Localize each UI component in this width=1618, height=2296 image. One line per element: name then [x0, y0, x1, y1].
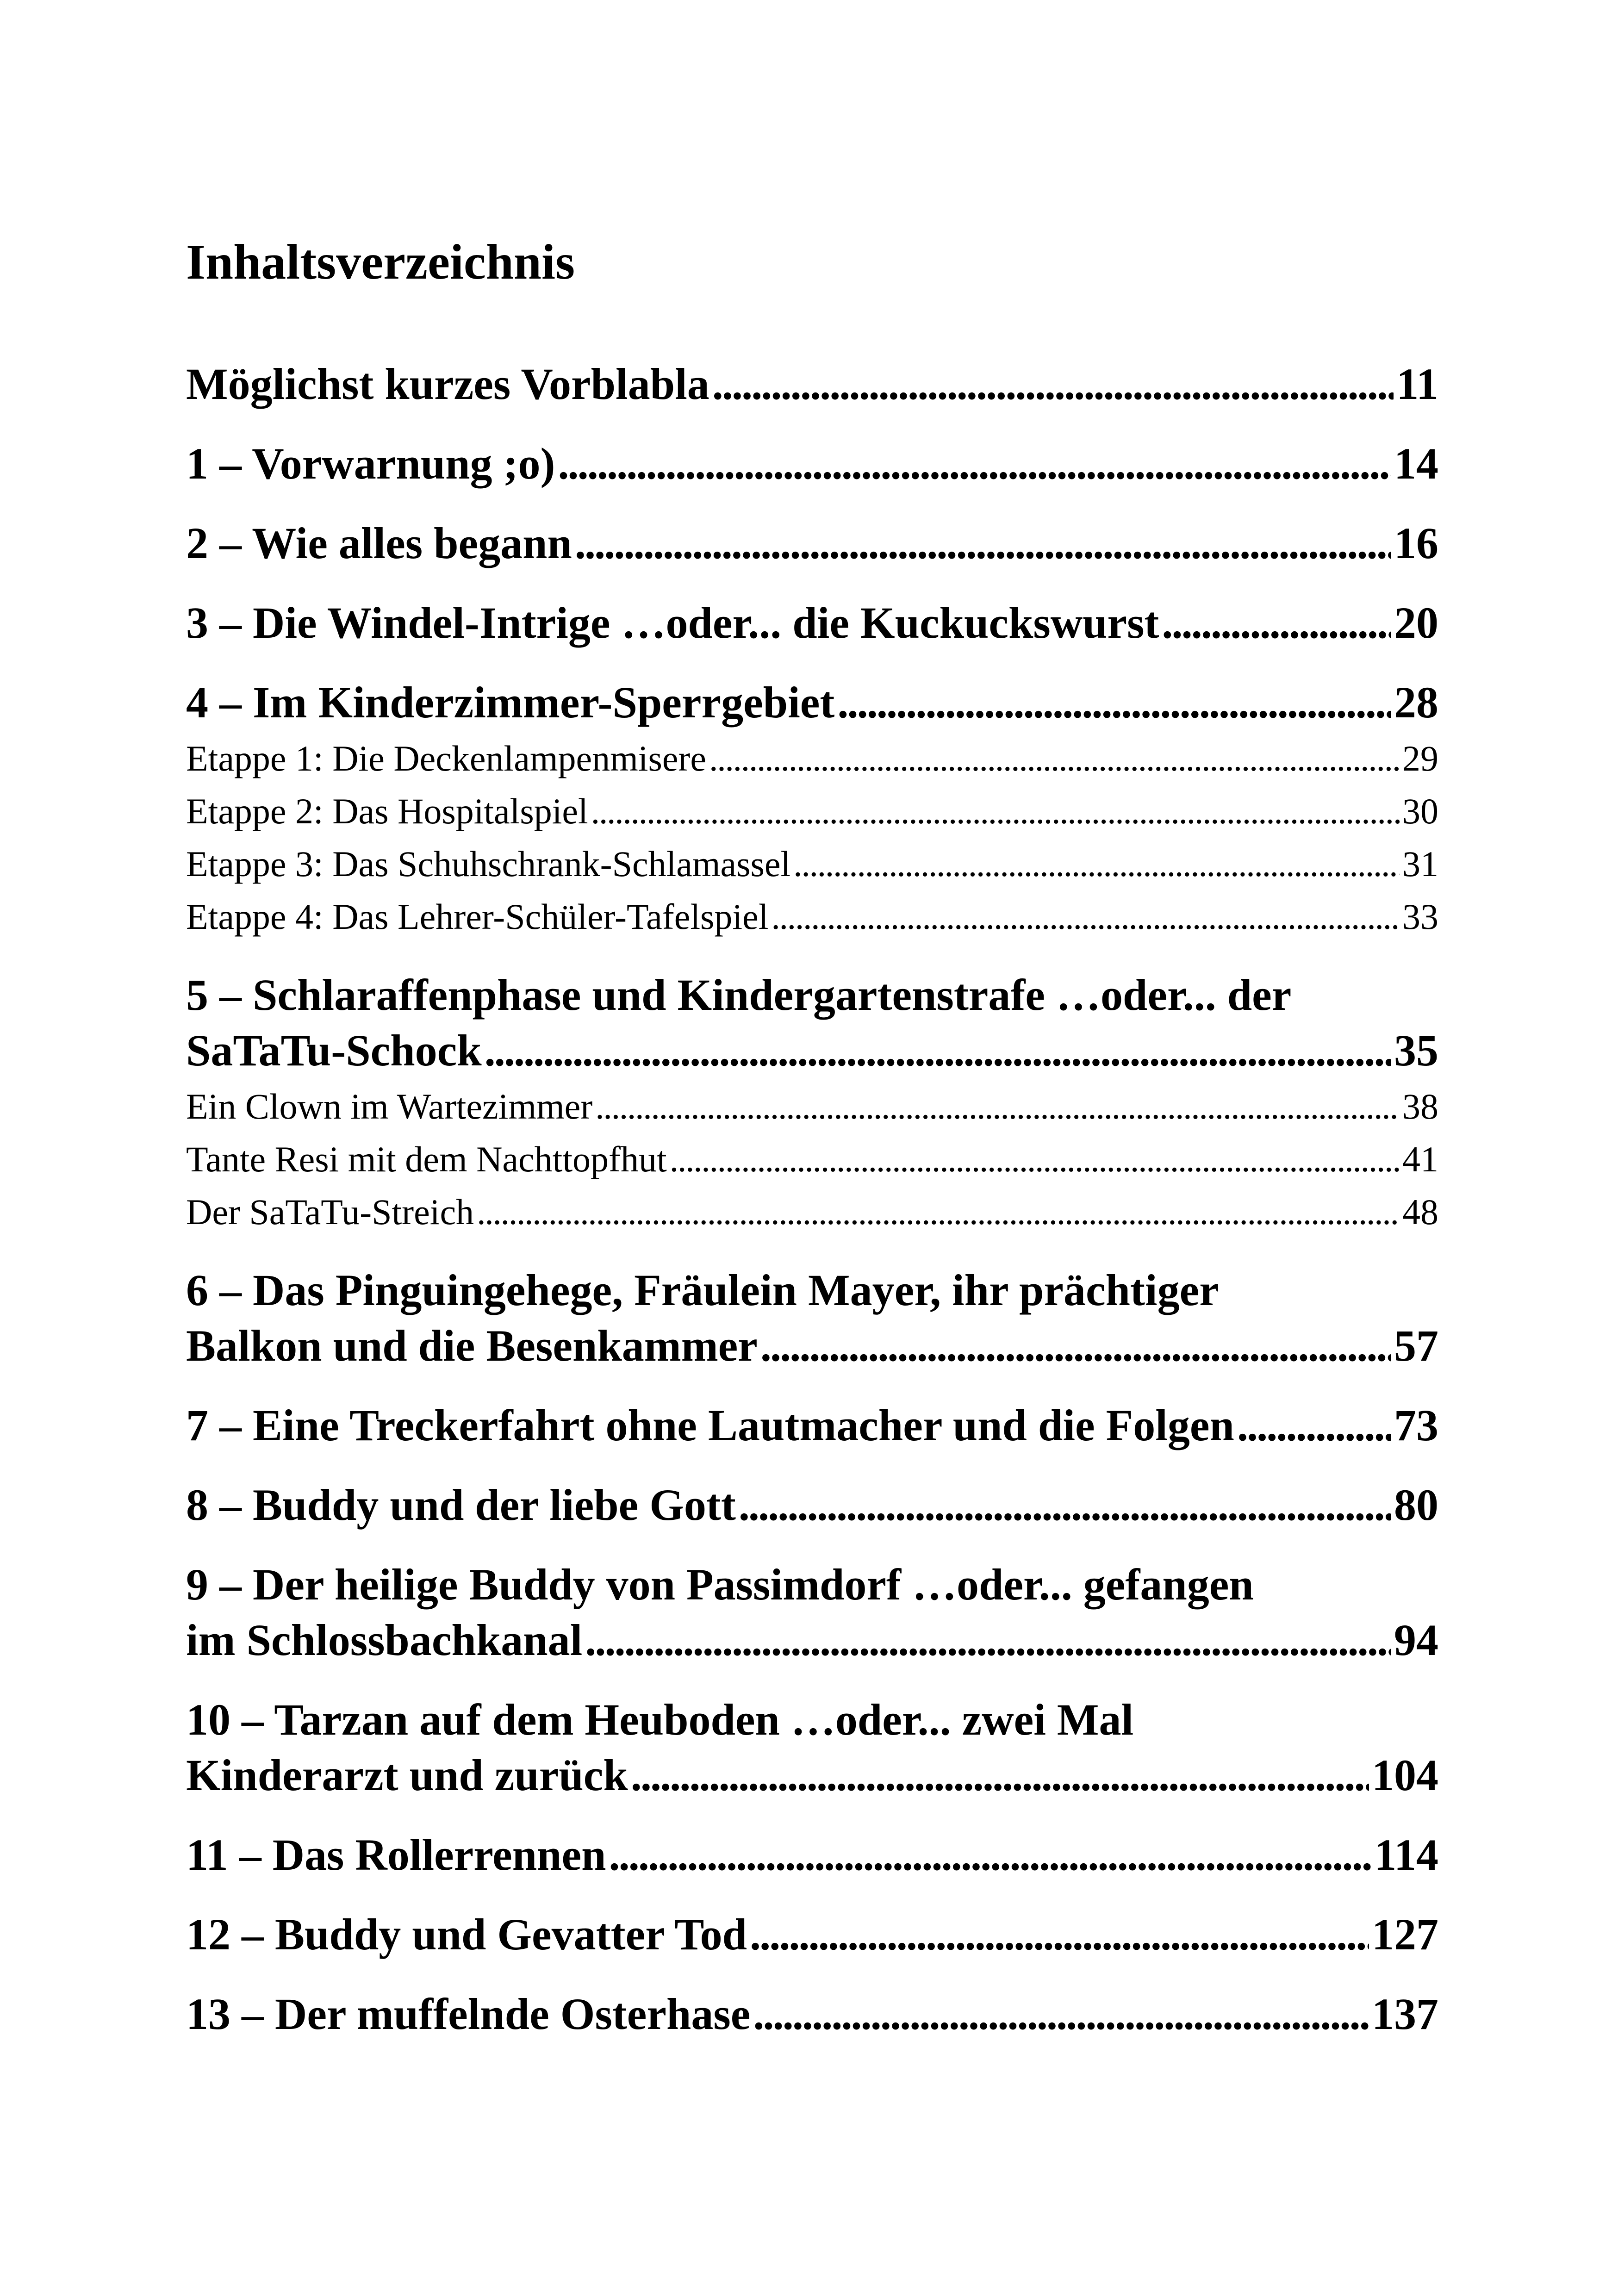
toc-entry-title: Der SaTaTu-Streich [186, 1192, 474, 1232]
toc-subentry[interactable] [186, 1080, 1438, 1133]
dot-leader [575, 516, 1391, 571]
toc-entry-page: 29 [1402, 738, 1438, 778]
toc-entry[interactable] [186, 356, 1438, 412]
toc-entry[interactable] [186, 1827, 1438, 1883]
dot-leader [753, 1986, 1369, 2042]
toc-entry-page: 38 [1402, 1086, 1438, 1126]
toc-entry[interactable] [186, 1692, 1438, 1803]
dot-leader [739, 1477, 1391, 1533]
toc-entry[interactable] [186, 1907, 1438, 1962]
dot-leader [1237, 1398, 1391, 1453]
toc-entry-page: 114 [1374, 1830, 1438, 1879]
toc-entry-title: Kinderarzt und zurück [186, 1750, 628, 1800]
toc-entry[interactable] [186, 675, 1438, 730]
dot-leader [585, 1612, 1391, 1668]
dot-leader [595, 1080, 1400, 1133]
toc-entry[interactable] [186, 967, 1438, 1078]
toc-entry-page: 35 [1394, 1026, 1438, 1075]
dot-leader [750, 1907, 1369, 1962]
toc-entry[interactable] [186, 595, 1438, 651]
toc-entry-title-line1: 5 – Schlaraffenphase und Kindergartenstrafe …oder... der [186, 970, 1292, 1020]
toc-entry-page: 127 [1372, 1910, 1438, 1959]
toc-entry-page: 20 [1394, 598, 1438, 647]
toc-entry-title: 13 – Der muffelnde Osterhase [186, 1989, 751, 2039]
toc-subentry[interactable] [186, 890, 1438, 943]
toc-entry-title: 4 – Im Kinderzimmer-Sperrgebiet [186, 678, 835, 727]
toc-entry-title: im Schlossbachkanal [186, 1615, 583, 1665]
dot-leader [771, 890, 1400, 943]
table-of-contents [186, 356, 1438, 2042]
dot-leader [558, 436, 1391, 492]
toc-entry-page: 73 [1394, 1400, 1438, 1450]
dot-leader [477, 1186, 1400, 1238]
toc-entry-page: 57 [1394, 1321, 1438, 1370]
toc-entry-title: 1 – Vorwarnung ;o) [186, 439, 555, 488]
toc-entry-page: 30 [1402, 791, 1438, 831]
toc-entry[interactable] [186, 1986, 1438, 2042]
page-title: Inhaltsverzeichnis [186, 235, 575, 290]
toc-entry-page: 31 [1402, 844, 1438, 884]
dot-leader [485, 1023, 1391, 1078]
toc-entry-title: Etappe 4: Das Lehrer-Schüler-Tafelspiel [186, 896, 769, 937]
toc-entry[interactable] [186, 436, 1438, 492]
toc-entry-page: 11 [1396, 359, 1438, 409]
toc-entry-title: Ein Clown im Wartezimmer [186, 1086, 593, 1126]
toc-entry-title: Tante Resi mit dem Nachttopfhut [186, 1139, 667, 1179]
dot-leader [709, 732, 1400, 785]
dot-leader [609, 1827, 1372, 1883]
dot-leader [760, 1318, 1391, 1374]
toc-subentry[interactable] [186, 838, 1438, 890]
toc-entry-title: SaTaTu-Schock [186, 1026, 482, 1075]
toc-subentry[interactable] [186, 1133, 1438, 1186]
toc-entry[interactable] [186, 1477, 1438, 1533]
toc-entry-title: 11 – Das Rollerrennen [186, 1830, 606, 1879]
dot-leader [712, 356, 1394, 412]
toc-entry-title-line1: 6 – Das Pinguingehege, Fräulein Mayer, ihr prächtiger [186, 1265, 1219, 1315]
toc-entry-page: 48 [1402, 1192, 1438, 1232]
toc-entry-page: 137 [1372, 1989, 1438, 2039]
toc-entry-title-line1: 9 – Der heilige Buddy von Passimdorf …oder... gefangen [186, 1560, 1254, 1609]
toc-entry-title: 12 – Buddy und Gevatter Tod [186, 1910, 747, 1959]
toc-entry-title: Etappe 1: Die Deckenlampenmisere [186, 738, 707, 778]
toc-entry-title: Etappe 2: Das Hospitalspiel [186, 791, 588, 831]
toc-subentry[interactable] [186, 785, 1438, 838]
dot-leader [837, 675, 1391, 730]
dot-leader [591, 785, 1400, 838]
dot-leader [793, 838, 1400, 890]
dot-leader [1162, 595, 1391, 651]
toc-entry-page: 94 [1394, 1615, 1438, 1665]
toc-subentry[interactable] [186, 732, 1438, 785]
toc-entry-title: Balkon und die Besenkammer [186, 1321, 758, 1370]
toc-entry-page: 14 [1394, 439, 1438, 488]
toc-entry[interactable] [186, 516, 1438, 571]
toc-entry-page: 104 [1372, 1750, 1438, 1800]
toc-entry-page: 41 [1402, 1139, 1438, 1179]
toc-entry-title: 3 – Die Windel-Intrige …oder... die Kuckuckswurst [186, 598, 1159, 647]
dot-leader [670, 1133, 1400, 1186]
toc-entry-title-line1: 10 – Tarzan auf dem Heuboden …oder... zwei Mal [186, 1695, 1134, 1744]
toc-entry-page: 16 [1394, 518, 1438, 568]
toc-entry-page: 33 [1402, 896, 1438, 937]
toc-entry[interactable] [186, 1398, 1438, 1453]
toc-entry-title: Möglichst kurzes Vorblabla [186, 359, 709, 409]
toc-entry-title: 7 – Eine Treckerfahrt ohne Lautmacher und die Folgen [186, 1400, 1234, 1450]
toc-entry-title: 8 – Buddy und der liebe Gott [186, 1480, 736, 1530]
toc-entry-page: 80 [1394, 1480, 1438, 1530]
toc-subentry[interactable] [186, 1186, 1438, 1238]
toc-entry-title: 2 – Wie alles begann [186, 518, 572, 568]
dot-leader [631, 1748, 1369, 1803]
toc-entry-title: Etappe 3: Das Schuhschrank-Schlamassel [186, 844, 791, 884]
toc-entry-page: 28 [1394, 678, 1438, 727]
toc-entry[interactable] [186, 1557, 1438, 1668]
toc-entry[interactable] [186, 1263, 1438, 1374]
